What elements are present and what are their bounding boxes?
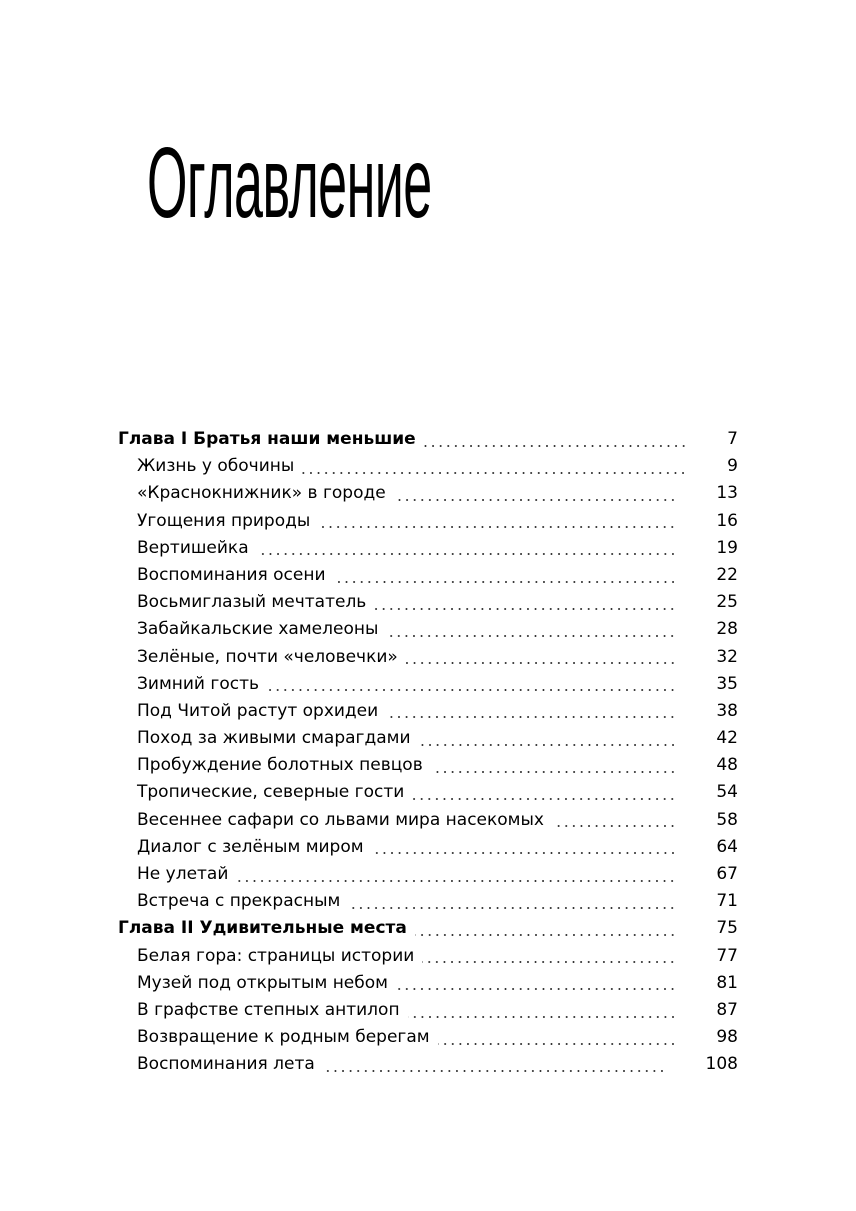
toc-entry-title: Белая гора: страницы истории xyxy=(118,943,422,970)
toc-page-number: 98 xyxy=(716,1027,738,1048)
toc-page-number: 67 xyxy=(716,864,738,884)
toc-entry-title: Возвращение к родным берегам xyxy=(118,1024,438,1051)
toc-entry xyxy=(118,888,738,915)
toc-entry-title: Забайкальские хамелеоны xyxy=(118,616,386,643)
toc-entry xyxy=(118,752,738,779)
toc-dot-leader xyxy=(302,472,687,474)
toc-entry xyxy=(118,807,738,834)
toc-entry xyxy=(118,970,738,997)
toc-dot-leader xyxy=(323,1070,666,1072)
toc-dot-leader xyxy=(438,1043,677,1045)
toc-page-number: 35 xyxy=(716,673,738,694)
toc-entry-title: Воспоминания лета xyxy=(118,1051,323,1078)
toc-page-number: 22 xyxy=(716,564,738,585)
toc-page-number: 42 xyxy=(716,728,738,749)
toc-dot-leader xyxy=(267,689,676,691)
toc-entry-title: Глава I Братья наши меньшие xyxy=(118,426,424,453)
toc-entry xyxy=(118,861,738,888)
toc-entry xyxy=(118,535,738,562)
toc-entry-title: В графстве степных антилоп xyxy=(118,997,408,1024)
toc-dot-leader xyxy=(422,961,676,963)
toc-page-number: 108 xyxy=(705,1054,738,1075)
toc-dot-leader xyxy=(348,907,676,909)
toc-dot-leader xyxy=(334,581,677,583)
page-title: Оглавление xyxy=(147,127,432,239)
toc-entry-title: Под Читой растут орхидеи xyxy=(118,698,386,725)
toc-entry-title: «Краснокнижник» в городе xyxy=(118,480,394,507)
toc-entry xyxy=(118,453,738,480)
toc-entry-title: Жизнь у обочины xyxy=(118,453,302,480)
toc-entry xyxy=(118,562,738,589)
toc-entry-title: Воспоминания осени xyxy=(118,562,334,589)
toc-page-number: 16 xyxy=(716,510,738,531)
toc-entry xyxy=(118,834,738,861)
toc-dot-leader xyxy=(386,716,676,718)
toc-page-number: 64 xyxy=(716,836,738,857)
toc-chapter-entry xyxy=(118,915,738,942)
toc-dot-leader xyxy=(415,934,676,936)
toc-chapter-entry xyxy=(118,426,738,453)
toc-page-number: 28 xyxy=(716,619,738,640)
toc-page-number: 71 xyxy=(716,891,738,912)
toc-dot-leader xyxy=(408,1016,677,1018)
toc-page-number: 58 xyxy=(716,809,738,830)
toc-entry-title: Тропические, северные гости xyxy=(118,779,412,806)
toc-entry xyxy=(118,508,738,535)
toc-entry-title: Вертишейка xyxy=(118,535,257,562)
toc-page-number: 9 xyxy=(727,456,738,477)
toc-dot-leader xyxy=(431,771,677,773)
toc-dot-leader xyxy=(424,445,687,447)
toc-page-number: 19 xyxy=(716,537,738,558)
toc-entry-title: Пробуждение болотных певцов xyxy=(118,752,431,779)
toc-page-number: 87 xyxy=(716,999,738,1020)
toc-dot-leader xyxy=(394,499,677,501)
toc-entry-title: Глава II Удивительные места xyxy=(118,915,415,942)
toc-entry xyxy=(118,1051,738,1078)
toc-entry-title: Встреча с прекрасным xyxy=(118,888,348,915)
toc-dot-leader xyxy=(406,662,677,664)
toc-page-number: 81 xyxy=(716,972,738,993)
toc-dot-leader xyxy=(419,744,677,746)
toc-entry-title: Диалог с зелёным миром xyxy=(118,834,372,861)
toc-page-number: 32 xyxy=(716,646,738,667)
toc-entry-title: Восьмиглазый мечтатель xyxy=(118,589,374,616)
toc-dot-leader xyxy=(318,526,676,528)
toc-entry xyxy=(118,725,738,752)
toc-dot-leader xyxy=(374,608,676,610)
toc-entry xyxy=(118,997,738,1024)
toc-entry-title: Угощения природы xyxy=(118,508,318,535)
toc-page-number: 7 xyxy=(727,429,738,449)
toc-entry xyxy=(118,616,738,643)
toc-entry-title: Не улетай xyxy=(118,861,236,888)
toc-page-number: 38 xyxy=(716,700,738,721)
toc-dot-leader xyxy=(257,553,677,555)
toc-entry-title: Зимний гость xyxy=(118,671,267,698)
toc-entry xyxy=(118,1024,738,1051)
toc-page-number: 77 xyxy=(716,945,738,966)
toc-entry xyxy=(118,480,738,507)
toc-entry-title: Поход за живыми смарагдами xyxy=(118,725,419,752)
toc-entry xyxy=(118,589,738,616)
toc-entry-title: Весеннее сафари со львами мира насекомых xyxy=(118,807,552,834)
toc-page-number: 48 xyxy=(716,755,738,776)
toc-entry xyxy=(118,671,738,698)
toc-dot-leader xyxy=(386,635,676,637)
toc-entry xyxy=(118,698,738,725)
toc-page-number: 25 xyxy=(716,592,738,613)
toc-entry xyxy=(118,943,738,970)
toc-dot-leader xyxy=(396,988,676,990)
toc-entry-title: Зелёные, почти «человечки» xyxy=(118,644,406,671)
toc-entry-title: Музей под открытым небом xyxy=(118,970,396,997)
table-of-contents xyxy=(118,426,738,1079)
toc-entry xyxy=(118,644,738,671)
toc-dot-leader xyxy=(372,852,677,854)
toc-dot-leader xyxy=(236,880,676,882)
toc-page-number: 75 xyxy=(716,918,738,939)
toc-entry xyxy=(118,779,738,806)
toc-dot-leader xyxy=(412,798,676,800)
toc-page-number: 54 xyxy=(716,782,738,803)
toc-page-number: 13 xyxy=(716,483,738,504)
toc-dot-leader xyxy=(552,825,676,827)
